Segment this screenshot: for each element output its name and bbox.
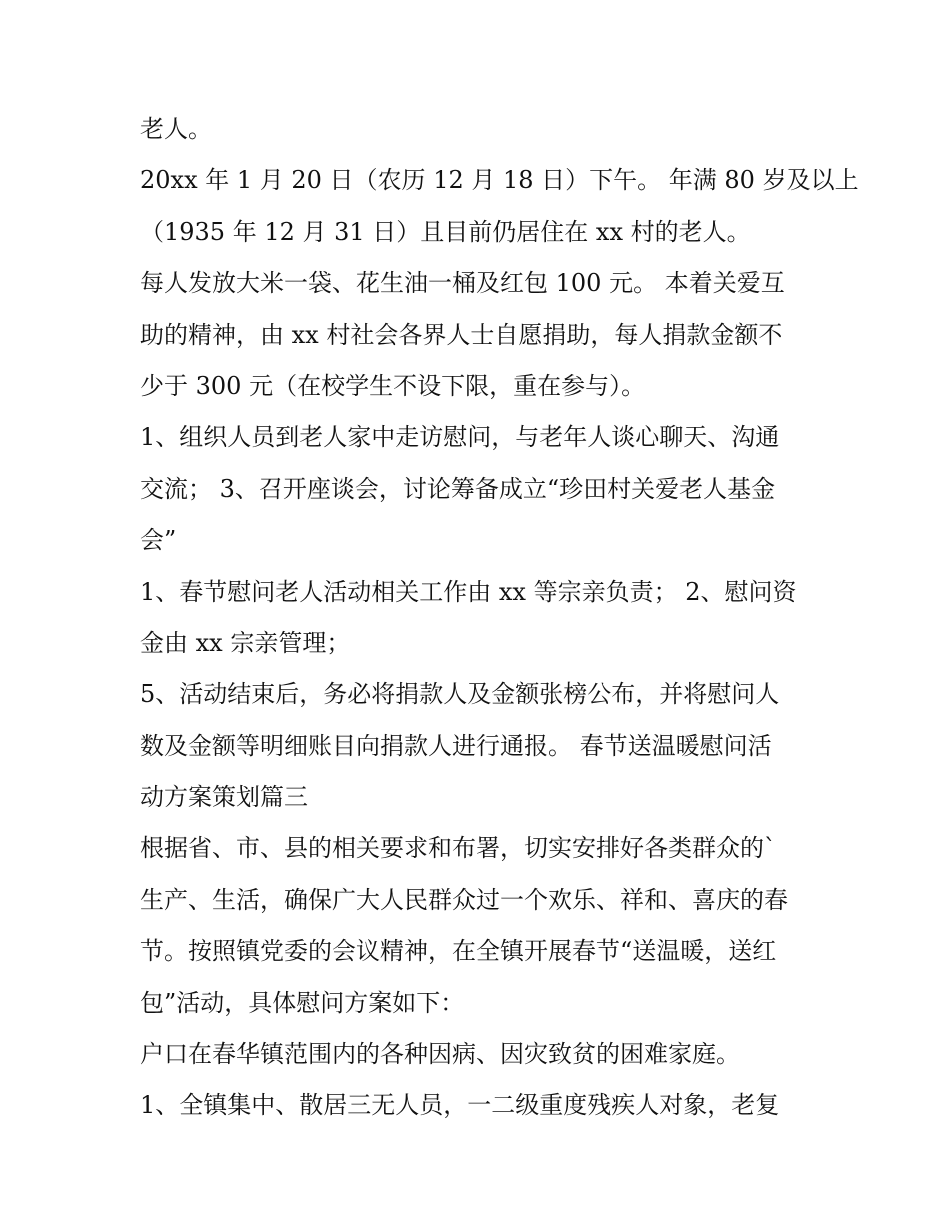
text-line: 老人。 xyxy=(140,115,212,143)
text-line: 会” xyxy=(140,526,177,555)
text-line: 户口在春华镇范围内的各种因病、因灾致贫的困难家庭。 xyxy=(140,1040,740,1069)
text-line: 5、活动结束后，务必将捐款人及金额张榜公布，并将慰问人 xyxy=(140,680,780,709)
text-line: 动方案策划篇三 xyxy=(140,783,308,812)
text-line: 1、全镇集中、散居三无人员，一二级重度残疾人对象，老复 xyxy=(140,1091,780,1120)
text-line: 1、组织人员到老人家中走访慰问，与老年人谈心聊天、沟通 xyxy=(140,423,780,452)
text-line: 数及金额等明细账目向捐款人进行通报。 春节送温暖慰问活 xyxy=(140,731,772,760)
text-line: 根据省、市、县的相关要求和布署，切实安排好各类群众的` xyxy=(140,834,776,863)
text-line: 生产、生活，确保广大人民群众过一个欢乐、祥和、喜庆的春 xyxy=(140,885,788,914)
text-line: 1、春节慰问老人活动相关工作由 xx 等宗亲负责； 2、慰问资 xyxy=(140,577,797,606)
text-line: （1935 年 12 月 31 日）且目前仍居住在 xx 村的老人。 xyxy=(140,217,751,246)
text-line: 金由 xx 宗亲管理； xyxy=(140,628,351,657)
text-line: 20xx 年 1 月 20 日（农历 12 月 18 日）下午。 年满 80 岁及以上 xyxy=(140,166,859,195)
text-line: 助的精神，由 xx 村社会各界人士自愿捐助，每人捐款金额不 xyxy=(140,320,783,349)
document-body xyxy=(140,104,859,1132)
text-line: 包”活动，具体慰问方案如下： xyxy=(140,988,465,1017)
text-line: 节。按照镇党委的会议精神，在全镇开展春节“送温暖，送红 xyxy=(140,937,777,966)
text-line: 交流； 3、召开座谈会，讨论筹备成立“珍田村关爱老人基金 xyxy=(140,474,776,503)
text-line: 每人发放大米一袋、花生油一桶及红包 100 元。 本着关爱互 xyxy=(140,269,785,298)
text-line: 少于 300 元（在校学生不设下限，重在参与）。 xyxy=(140,371,646,400)
